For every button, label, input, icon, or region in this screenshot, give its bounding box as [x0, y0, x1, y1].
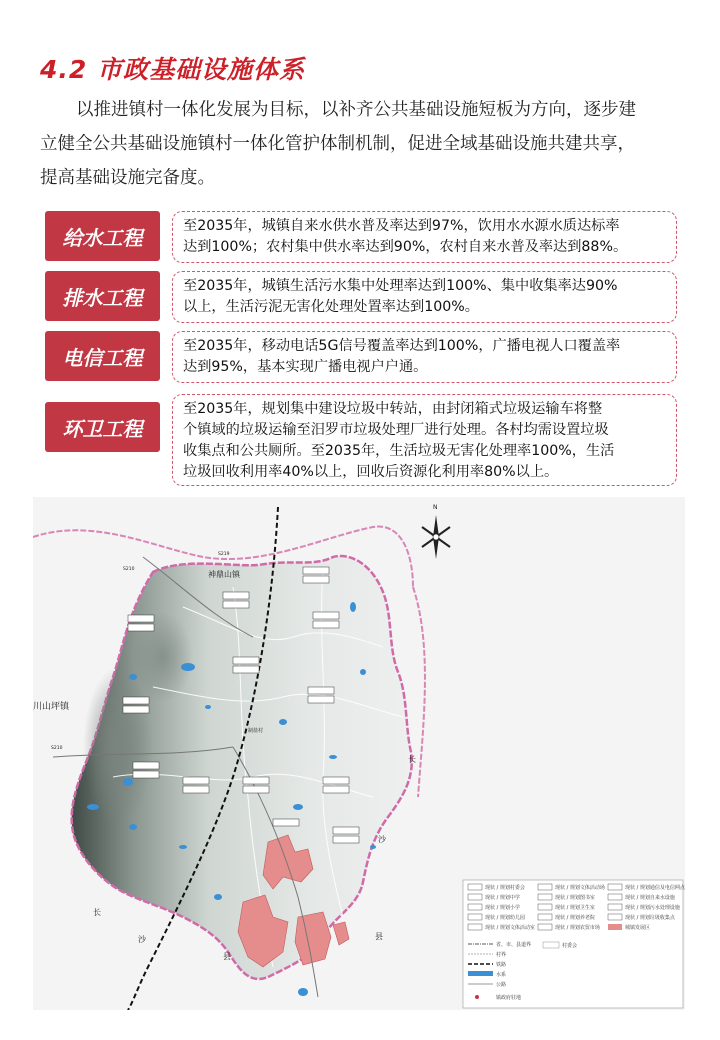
label-chuanshanping: 川山坪镇: [33, 702, 70, 712]
label-changsha-east: 长: [408, 755, 416, 764]
category-line: 达到100%；农村集中供水率达到90%，农村自来水普及率达到88%。: [183, 239, 628, 255]
svg-text:省、市、县道界: 省、市、县道界: [496, 942, 532, 948]
svg-text:现状 / 规划农贸市场: 现状 / 规划农贸市场: [555, 925, 600, 931]
svg-text:铁路: 铁路: [496, 962, 507, 968]
terrain-ridge: [83, 667, 153, 827]
svg-text:水系: 水系: [496, 972, 507, 978]
intro-line: 立健全公共基础设施镇村一体化管护体制机制，促进全域基础设施共建共享，: [40, 134, 635, 154]
category-line: 个镇域的垃圾运输至汨罗市垃圾处理厂进行处理。各村均需设置垃圾: [183, 422, 609, 438]
svg-text:现状 / 规划自来水设施: 现状 / 规划自来水设施: [625, 895, 675, 901]
category-line: 至2035年，城镇自来水供水普及率达到97%，饮用水水源水质达标率: [183, 218, 620, 234]
category-label: 环卫工程: [45, 402, 160, 452]
category-line: 以上，生活污泥无害化处理处置率达到100%。: [183, 299, 479, 315]
svg-text:现状 / 规划小学: 现状 / 规划小学: [485, 905, 520, 911]
infrastructure-map: [33, 497, 685, 1010]
category-label: 给水工程: [45, 211, 160, 261]
svg-text:N: N: [433, 504, 438, 511]
intro-line: 提高基础设施完备度。: [40, 168, 215, 188]
category-line: 至2035年，移动电话5G信号覆盖率达到100%，广播电视人口覆盖率: [183, 338, 621, 354]
label-road: S219: [218, 552, 230, 557]
intro-line: 以推进镇村一体化发展为目标，以补齐公共基础设施短板为方向，逐步建: [76, 100, 636, 120]
label-county: 县: [375, 932, 383, 941]
category-line: 至2035年，规划集中建设垃圾中转站，由封闭箱式垃圾运输车将整: [183, 401, 603, 417]
svg-text:村界: 村界: [496, 952, 507, 958]
svg-text:现状 / 规划文体活动场: 现状 / 规划文体活动场: [555, 885, 605, 891]
map-legend: [463, 880, 685, 1008]
svg-text:现状 / 规划养老院: 现状 / 规划养老院: [555, 915, 595, 921]
category-description: [172, 331, 677, 383]
label-changsha-south: 长: [93, 908, 101, 917]
svg-text:现状 / 规划文体活动室: 现状 / 规划文体活动室: [485, 925, 535, 931]
category-label: 排水工程: [45, 271, 160, 321]
category-line: 达到95%，基本实现广播电视户户通。: [183, 359, 428, 375]
svg-text:现状 / 规划图书室: 现状 / 规划图书室: [555, 895, 595, 901]
svg-text:城镇发展区: 城镇发展区: [625, 925, 651, 931]
category-drainage: [45, 271, 685, 323]
label-changsha-east: 沙: [378, 835, 386, 844]
category-description: [172, 271, 677, 323]
label-shending: 神鼎山镇: [208, 570, 240, 579]
category-line: 收集点和公共厕所。至2035年，生活垃圾无害化处理率100%，生活: [183, 443, 615, 459]
category-water-supply: [45, 211, 685, 263]
label-road: S210: [51, 746, 63, 751]
svg-text:村委会: 村委会: [562, 943, 578, 949]
label-road: S210: [123, 567, 135, 572]
svg-text:现状 / 规划通信及电信网点: 现状 / 规划通信及电信网点: [625, 885, 685, 891]
svg-text:现状 / 规划污水处理设施: 现状 / 规划污水处理设施: [625, 905, 680, 911]
page-title: 4.2 市政基础设施体系: [40, 55, 305, 84]
category-telecom: [45, 331, 685, 383]
category-line: 至2035年，城镇生活污水集中处理率达到100%、集中收集率达90%: [183, 278, 618, 294]
category-sanitation: [45, 394, 685, 486]
svg-text:现状 / 规划卫生室: 现状 / 规划卫生室: [555, 905, 595, 911]
label-changsha-south: 沙: [138, 935, 146, 944]
category-description: [172, 394, 677, 486]
svg-text:镇政府驻地: 镇政府驻地: [496, 995, 522, 1001]
svg-text:现状 / 规划幼儿园: 现状 / 规划幼儿园: [485, 915, 525, 921]
svg-text:现状 / 规划垃圾收集点: 现状 / 规划垃圾收集点: [625, 915, 675, 921]
category-label: 电信工程: [45, 331, 160, 381]
svg-text:现状 / 规划中学: 现状 / 规划中学: [485, 895, 520, 901]
svg-text:公路: 公路: [496, 982, 507, 988]
intro-paragraph: [40, 93, 690, 195]
category-description: [172, 211, 677, 263]
label-zhijiang: 制盐村: [248, 728, 264, 734]
svg-text:现状 / 规划村委会: 现状 / 规划村委会: [485, 885, 525, 891]
category-line: 垃圾回收利用率40%以上，回收后资源化利用率80%以上。: [183, 464, 559, 480]
label-county: 县: [223, 952, 231, 961]
